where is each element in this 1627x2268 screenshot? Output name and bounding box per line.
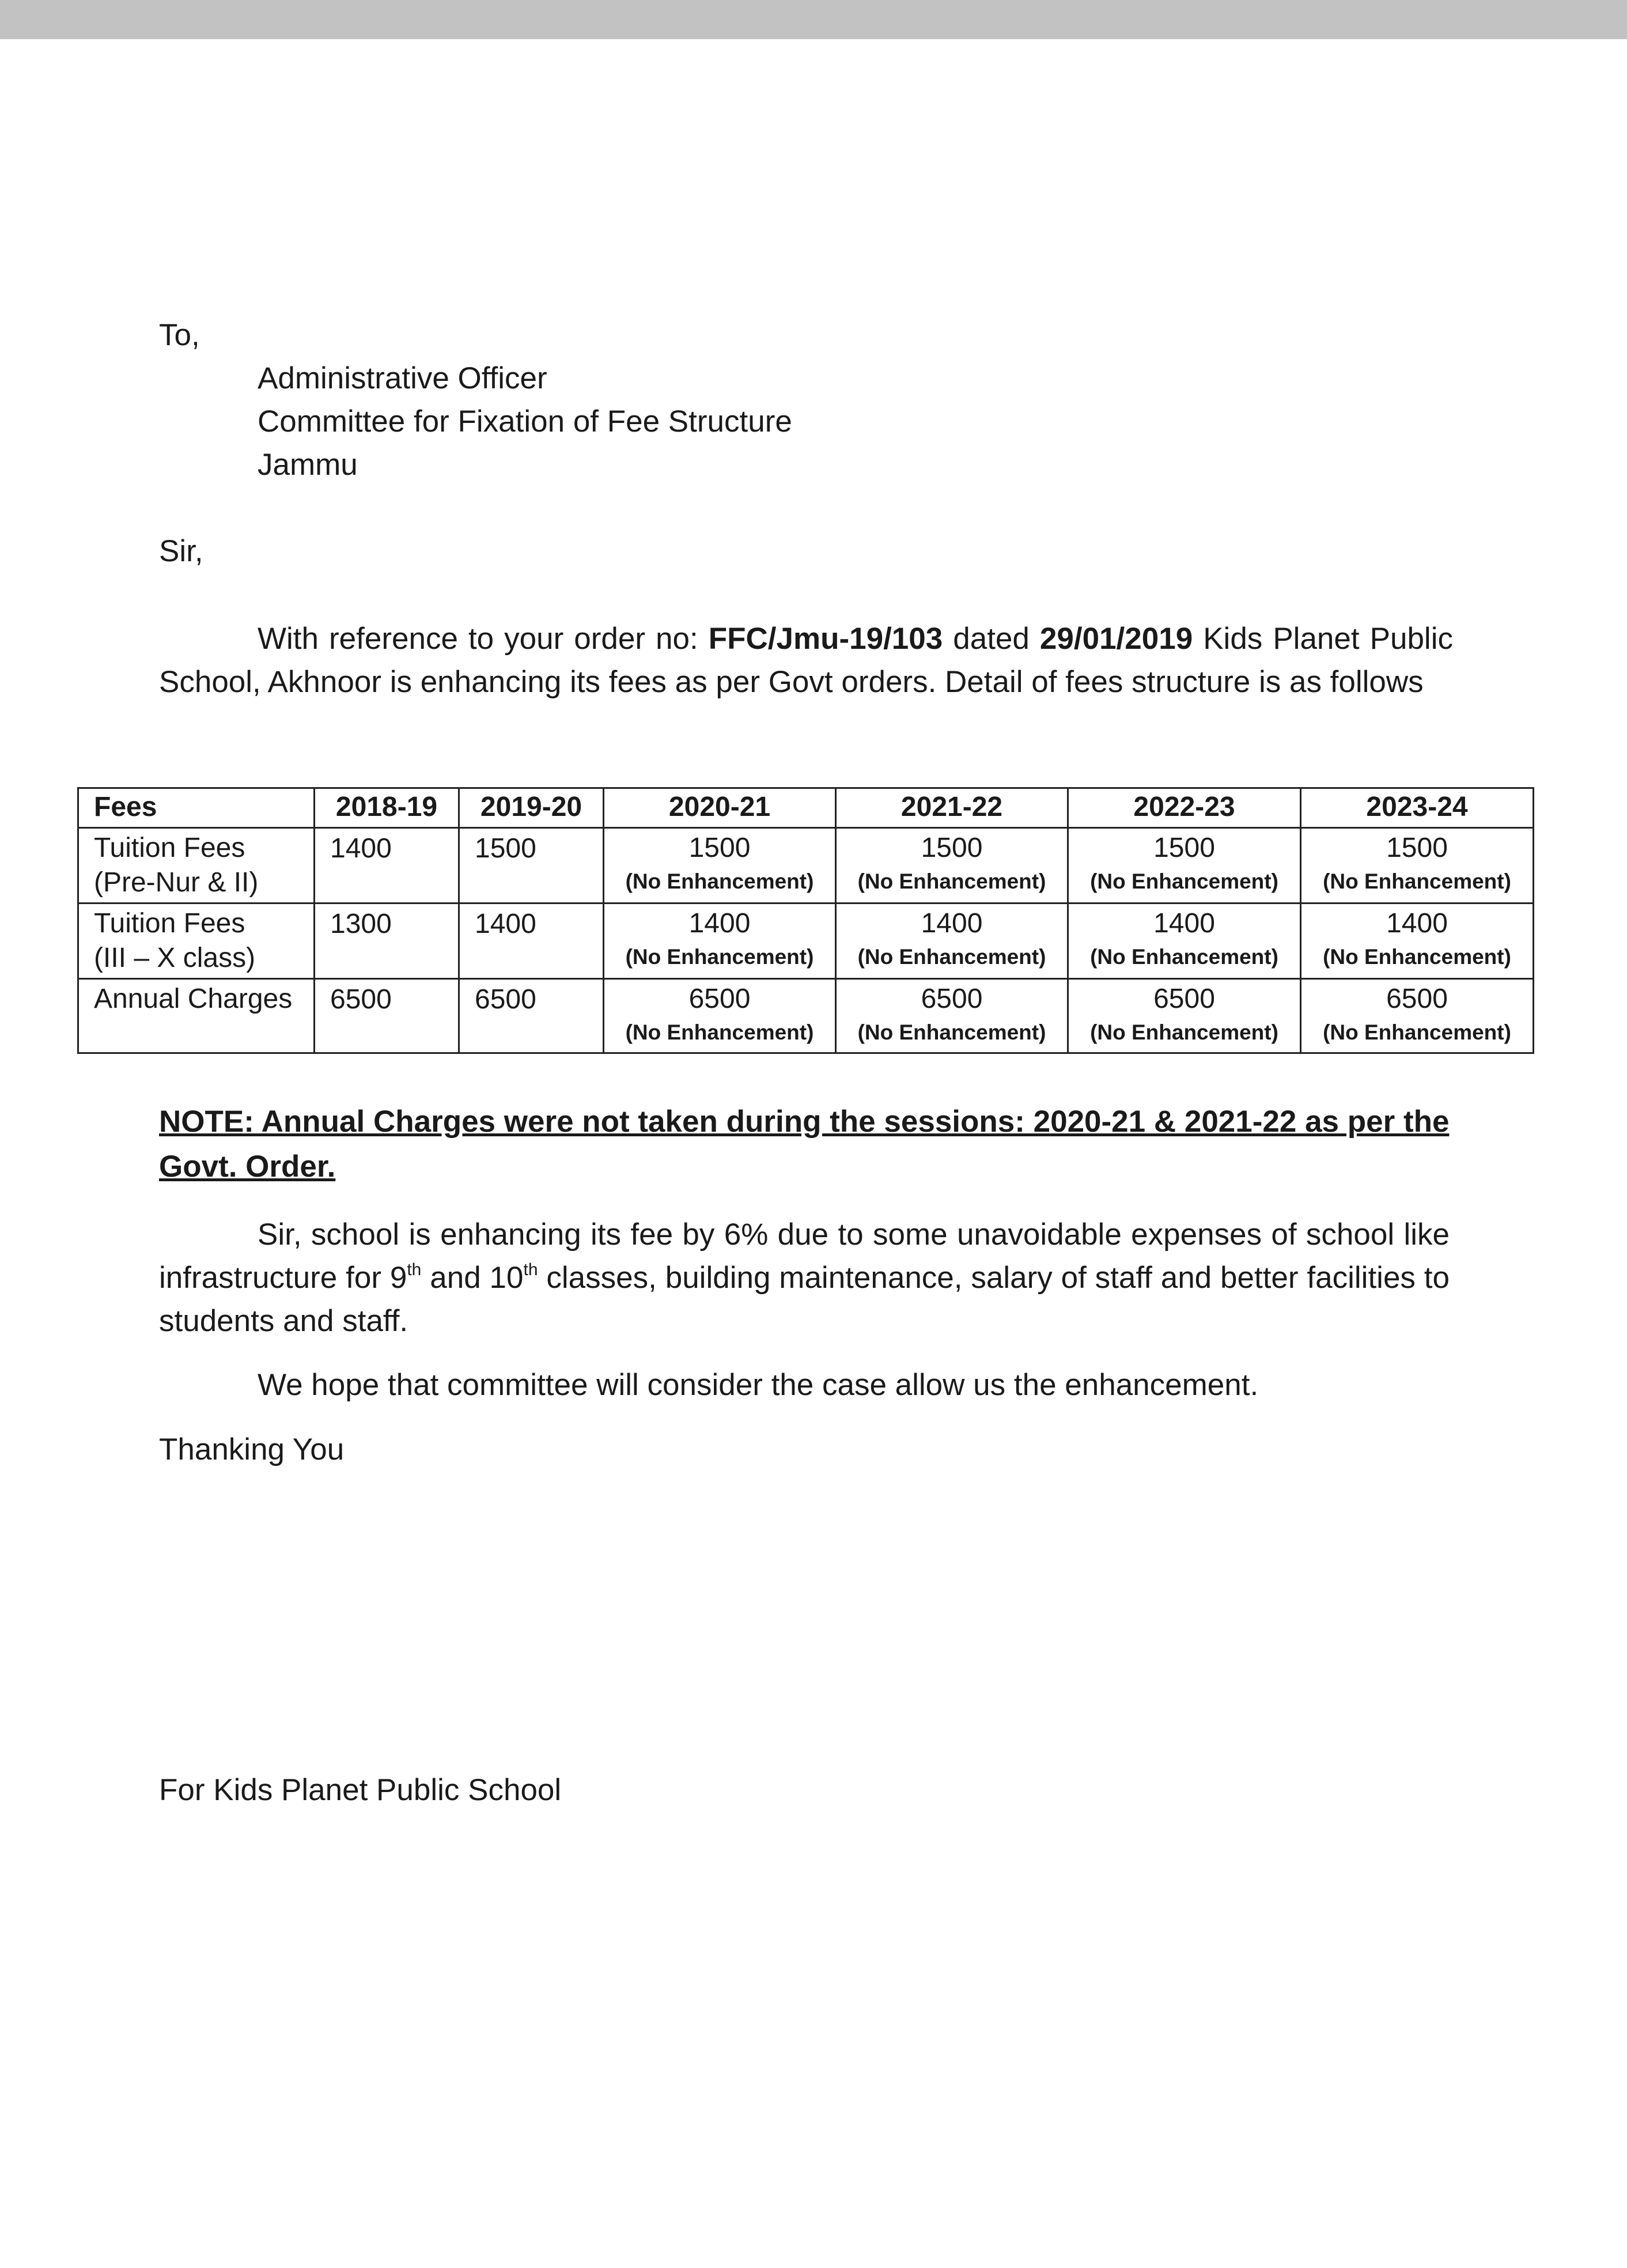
addressee-line-3: Jammu <box>258 448 358 482</box>
table-row <box>78 904 1534 979</box>
header-fees: Fees <box>78 788 315 828</box>
cell-2019-20: 1500 <box>459 828 604 904</box>
cell-2021-22: 6500 (No Enhancement) <box>836 979 1068 1053</box>
closing: Thanking You <box>159 1432 345 1466</box>
header-2020-21: 2020-21 <box>604 788 836 828</box>
header-2022-23: 2022-23 <box>1068 788 1301 828</box>
cell-2018-19: 6500 <box>315 979 459 1053</box>
salutation-sir: Sir, <box>159 534 203 568</box>
row-label: Annual Charges <box>78 979 315 1053</box>
cell-2023-24: 1500 (No Enhancement) <box>1301 828 1534 904</box>
table-header-row <box>78 788 1534 828</box>
signature-line: For Kids Planet Public School <box>159 1773 562 1807</box>
intro-paragraph <box>159 617 1453 704</box>
table-row <box>78 979 1534 1053</box>
cell-2022-23: 6500 (No Enhancement) <box>1068 979 1301 1053</box>
cell-2023-24: 1400 (No Enhancement) <box>1301 904 1534 979</box>
row-label: Tuition Fees (III – X class) <box>78 904 315 979</box>
header-2021-22: 2021-22 <box>836 788 1068 828</box>
intro-dated: dated <box>943 622 1040 656</box>
cell-2021-22: 1500 (No Enhancement) <box>836 828 1068 904</box>
cell-2021-22: 1400 (No Enhancement) <box>836 904 1068 979</box>
row-label: Tuition Fees (Pre-Nur & II) <box>78 828 315 904</box>
table-row <box>78 828 1534 904</box>
body-paragraph-2: We hope that committee will consider the case allow us the enhancement. <box>258 1368 1259 1402</box>
note-annual-charges: NOTE: Annual Charges were not taken during the sessions: 2020-21 & 2021-22 as per the Govt. Order. <box>159 1105 1450 1184</box>
header-2018-19: 2018-19 <box>315 788 459 828</box>
cell-2019-20: 6500 <box>459 979 604 1053</box>
cell-2020-21: 6500 (No Enhancement) <box>604 979 836 1053</box>
cell-2018-19: 1400 <box>315 828 459 904</box>
cell-2020-21: 1400 (No Enhancement) <box>604 904 836 979</box>
addressee-line-1: Administrative Officer <box>258 361 547 395</box>
fee-structure-table <box>77 787 1534 1054</box>
cell-2020-21: 1500 (No Enhancement) <box>604 828 836 904</box>
intro-lead: With reference to your order no: <box>258 622 709 656</box>
cell-2018-19: 1300 <box>315 904 459 979</box>
scanner-top-bar <box>0 0 1627 39</box>
cell-2022-23: 1400 (No Enhancement) <box>1068 904 1301 979</box>
header-2023-24: 2023-24 <box>1301 788 1534 828</box>
cell-2022-23: 1500 (No Enhancement) <box>1068 828 1301 904</box>
addressee-line-2: Committee for Fixation of Fee Structure <box>258 405 792 439</box>
header-2019-20: 2019-20 <box>459 788 604 828</box>
salutation-to: To, <box>159 318 200 352</box>
intro-rest: Kids Planet Public School, Akhnoor is enhancing its fees as per Govt orders. Detail of fees structure is as follows <box>159 622 1453 699</box>
cell-2019-20: 1400 <box>459 904 604 979</box>
body-paragraph-1: Sir, school is enhancing its fee by 6% due to some unavoidable expenses of school like infrastructure for 9th and 10th classes, building maintenance, salary of staff and better facilities to students and staff. <box>159 1218 1450 1338</box>
cell-2023-24: 6500 (No Enhancement) <box>1301 979 1534 1053</box>
order-number: FFC/Jmu-19/103 <box>708 622 943 656</box>
order-date: 29/01/2019 <box>1039 622 1193 656</box>
